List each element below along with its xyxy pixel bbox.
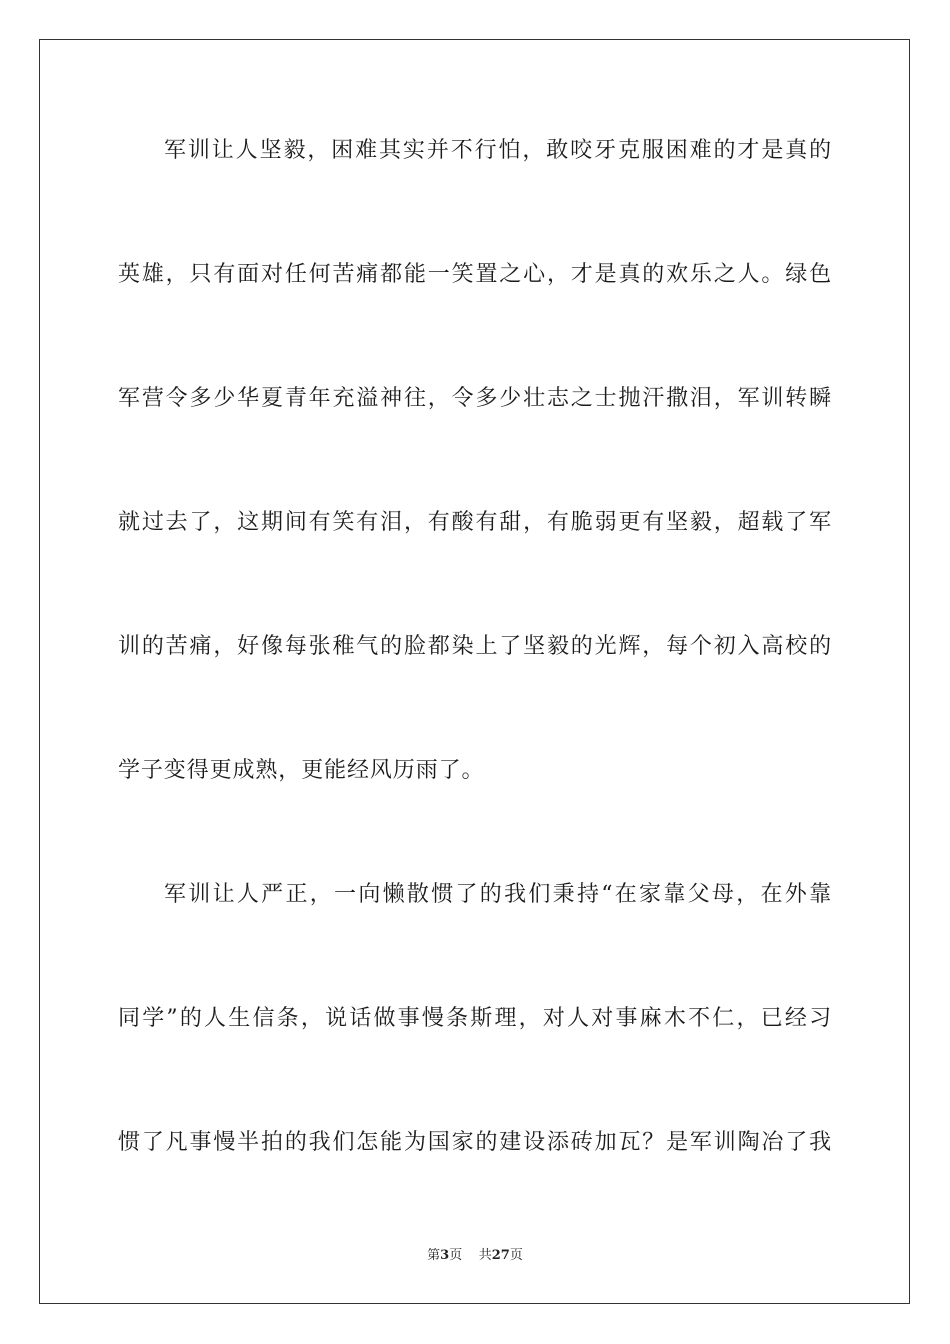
paragraph-1-line-2: 英雄，只有面对任何苦痛都能一笑置之心，才是真的欢乐之人。绿色: [118, 262, 832, 287]
paragraph-1-line-4: 就过去了，这期间有笑有泪，有酸有甜，有脆弱更有坚毅，超载了军: [118, 510, 832, 535]
paragraph-1-line-6: 学子变得更成熟，更能经风历雨了。: [118, 758, 485, 783]
paragraph-1-line-3: 军营令多少华夏青年充溢神往，令多少壮志之士抛汗撒泪，军训转瞬: [118, 386, 832, 411]
page-border: [39, 39, 910, 1304]
paragraph-2-line-3: 惯了凡事慢半拍的我们怎能为国家的建设添砖加瓦？是军训陶冶了我: [118, 1130, 832, 1155]
footer-total-suffix: 页: [509, 1248, 523, 1263]
paragraph-1-line-1: 军训让人坚毅，困难其实并不行怕，敢咬牙克服困难的才是真的: [164, 138, 832, 163]
footer-total-pages: 27: [491, 1248, 510, 1263]
paragraph-1-line-5: 训的苦痛，好像每张稚气的脸都染上了坚毅的光辉，每个初入高校的: [118, 634, 832, 659]
paragraph-2-line-2: 同学”的人生信条，说话做事慢条斯理，对人对事麻木不仁，已经习: [118, 1006, 832, 1031]
footer-total-prefix: 共: [478, 1248, 492, 1263]
footer-page-suffix: 页: [449, 1248, 463, 1263]
footer-page-number: 3: [440, 1248, 450, 1263]
footer-page-prefix: 第: [427, 1248, 441, 1263]
paragraph-2-line-1: 军训让人严正，一向懒散惯了的我们秉持“在家靠父母，在外靠: [164, 882, 832, 907]
page-footer: [0, 1248, 950, 1264]
